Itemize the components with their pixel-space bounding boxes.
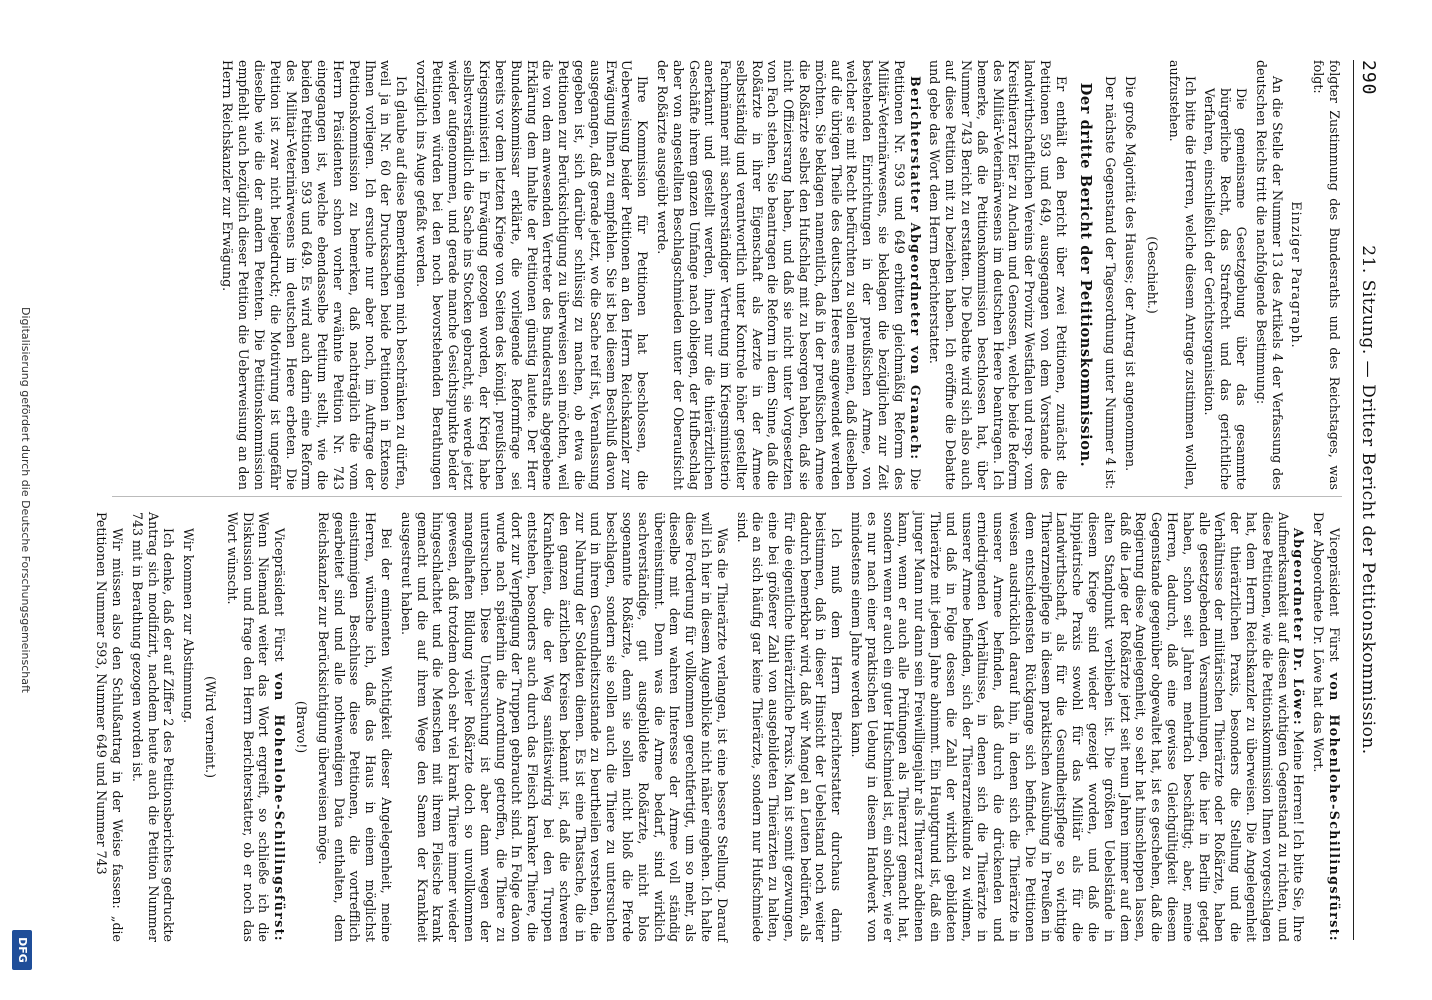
speaker-name: von Hohenlohe-Schillingsfürst: — [1327, 672, 1342, 942]
paragraph: Der nächste Gegenstand der Tagesordnung unter Nummer 4 ist: — [1103, 76, 1119, 490]
speaker-name: Berichterstatter Abgeordneter von Granach: — [907, 76, 923, 461]
section-heading: Der dritte Bericht der Petitionskommission. — [1076, 82, 1094, 468]
stage-direction: (Geschieht.) — [1145, 236, 1161, 314]
dfg-logo: DFG — [12, 930, 32, 970]
paragraph: Ich glaube auf diese Bemerkungen mich beschränken zu dürfen, weil ja in Nr. 60 der Drucksachen beide Petitionen in Extenso Ihnen vorliegen. Ich ersuche nur aber noch, im Auftrage der Petitionskommission zu bemerken, daß nachträglich die vom Herrn Präsidenten schon vorher erwähnte Petition Nr. 743 eingegangen ist, welche ebendasselbe Petitum stellt, wie die beiden Petitionen 593 und 649. Es wird auch darin eine Reform des Militair-Veterinärwesens im deutschen Heere erbeten. Die Petition ist zwar nicht beigedruckt; die Motivirung ist ungefähr dieselbe wie die der andern Petenten. Die Petitionskommission empfiehlt auch bezüglich dieser Petition die Ueberweisung an den Herrn Reichskanzler zur Erwägung. — [220, 60, 410, 490]
speech-text: Wenn Niemand weiter das Wort ergreift, so schließe ich die Diskussion und frage den Herrn Berichterstatter, ob er noch das Wort wünscht. — [224, 512, 272, 942]
paragraph: Ich muß dem Herrn Berichterstatter durchaus darin beistimmen, daß in dieser Hinsicht der Uebelstand noch weiter dadurch bemerkbar wird, daß wir Mangel an Leuten bedürfen, als für die eigentliche thierärztliche Praxis. Man ist somit gezwungen, eine bei größerer Zahl von ausgebildeten Thierärzten zu halten, die an sich häufig gar keine Thierärzte, sondern nur Hufschmiede sind. — [734, 512, 845, 942]
paragraph: Wir müssen also den Schlußantrag in der Weise fassen: „die Petitionen Nummer 593, Nummer 649 und Nummer 743 — [94, 512, 126, 942]
digitization-credit: Digitalisierung gefördert durch die Deutsche Forschungsgemeinschaft — [19, 307, 32, 693]
speech-text: Der Abgeordnete Dr. Löwe hat das Wort. — [1311, 512, 1327, 773]
paragraph: Was die Thierärzte verlangen, ist eine bessere Stellung. Darauf will ich hier in diesem Augenblicke nicht näher eingehen. Ich halte diese Forderung für vollkommen gerechtfertigt, um so mehr, als dieselbe mit dem wahren Interesse der Armee voll ständig übereinstimmt. Denn was die Armee bedarf, sind wirklich sachverständige, gut ausgebildete Roßärzte, nicht blos sogenannte Roßärzte, denn sie sollen nicht bloß die Pferde beschlagen, sondern sie sollen auch die Thiere zu untersuchen und in ihrem Gesundheitszustande zu beurtheilen verstehen, die zur Nahrung der Soldaten dienen. Es ist eine Thatsache, die in den ganzen ärztlichen Kreisen bekannt ist, daß die schweren Krankheiten, die der Weg sanitätswidrig bei den Truppen entstehen, besonders auch durch das Fleisch kranker Thiere, die dort zur Verpflegung der Truppen gebraucht sind. In Folge davon wurde nach späterhin die Anordnung getroffen, die Thiere zu untersuchen. Diese Untersuchung ist aber dann wegen der mangelhaften Bildung vieler Roßärzte doch so unvollkommen gewesen, daß trotzdem doch sehr viel krank Thiere immer wieder hingeschlachtet und die Menschen mit ihrem Fleische krank gemacht und die auf ihrem Wege den Samen der Krankheit ausgestreut haben. — [398, 512, 730, 942]
paragraph: Er enthält den Bericht über zwei Petitionen, zunächst die Petitionen 593 und 649, ausgegangen von dem Vorstande des landwirthschaftlichen Vereins der Provinz Westfalen und resp. vom Kreisthierarzt Eier zu Anclam und Genossen, welche beide Reform des Militär-Veterinärwesens im deutschen Heere beantragen. Ich bemerke, daß die Petitionskommission beschlossen hat, über Nummer 743 Bericht zu erstatten. Die Debatte wird sich also auch auf diese Petition mit zu beziehen haben. Ich eröffne die Debatte und gebe das Wort dem Herrn Berichterstatter. — [927, 60, 1069, 490]
paragraph: Ihre Kommission für Petitionen hat beschlossen, die Ueberweisung beider Petitionen an den Herrn Reichskanzler zur Erwägung Ihnen zu empfehlen. Sie ist bei diesem Beschluß davon ausgegangen, daß gerade jetzt, wo die Sache reif ist, Veranlassung gegeben ist, sich darüber schlüssig zu machen, ob etwa die Petitionen zur Berücksichtigung zu überweisen sein möchten, weil die von dem anwesenden Vertreter des Bundesraths abgegebene Erklärung dem Inhalte der Petitionen günstig lautete. Der Herr Bundeskommissar erklärte, die vorliegende Reformfrage sei bereits vor dem letzten Kriege von Seiten des königl. preußischen Kriegsministerii in Erwägung gezogen worden, der Krieg habe selbstverständlich die Sache ins Stocken gebracht, sie werde jetzt wieder aufgenommen, und gerade manche Gesichtspunkte beider Petitionen würden bei den noch bevorstehenden Berathungen vorzüglich ins Auge gefaßt werden. — [413, 60, 651, 490]
right-column — [94, 512, 1342, 942]
paragraph: Die große Majorität des Hauses; der Antrag ist angenommen. — [1123, 76, 1139, 472]
paragraph: Wir kommen zur Abstimmung. — [181, 528, 197, 724]
paragraph: An die Stelle der Nummer 13 des Artikels 4 der Verfassung des deutschen Reichs tritt die nachfolgende Bestimmung: — [1253, 60, 1285, 490]
paragraph: Bei der eminenten Wichtigkeit dieser Angelegenheit, meine Herren, wünsche ich, daß das Haus in einem möglichst einstimmigen Beschlusse diese Petitionen, die vortrefflich gearbeitet sind und alle nothwendigen Data enthalten, dem Reichskanzler zur Berücksichtigung überweisen möge. — [315, 512, 394, 942]
left-column — [112, 60, 1342, 490]
speaker-name: Abgeordneter Dr. Löwe: — [1291, 528, 1307, 727]
running-title: 21. Sitzung. — Dritter Bericht der Petitionskommission. — [1358, 245, 1378, 755]
speaker-title: Vicepräsident Fürst — [272, 528, 288, 662]
stage-direction: (Wird verneint.) — [203, 675, 219, 779]
column-divider — [112, 496, 1342, 497]
page-number: 290 — [1358, 60, 1379, 96]
quoted-provision: Die gemeinsame Gesetzgebung über das gesammte bürgerliche Recht, das Strafrecht und das gerichtliche Verfahren, einschließlich der Gerichtsorganisation. — [1202, 88, 1250, 490]
speech-paragraph — [848, 512, 1306, 942]
speech-paragraph — [654, 60, 923, 490]
paragraph: Ich bitte die Herren, welche diesem Antrage zustimmen wollen, aufzustehen. — [1166, 60, 1198, 490]
speech-text: Die Petitionen Nr. 593 und 649 erbitten gleichmäßig Reform des Militär-Veterinärwesens, sie beklagen die bezüglichen zur Zeit bestehenden Einrichtungen in der preußischen Armee, von welcher sie mit Recht befürchten zu sollen meinen, daß dieselben auf die übrigen Theile des deutschen Heeres angewendet werden möchten. Sie beklagen namentlich, daß in der preußischen Armee die Roßärzte selbst den Hufschlag mit zu besorgen haben, daß sie nicht Offiziersrang haben, und daß sie nicht unter Vorgesetzten von Fach stehen. Sie beantragen die Reform in dem Sinne, daß die Roßärzte in ihrer Eigenschaft als Aerzte in der Armee selbstständig und verantwortlich unter Kontrole höher gestellter Fachmänner mit sachverständiger Vertretung im Kriegsministerio anerkannt und gestellt werden, ihnen nur die thierärztlichen Geschäfte ihrem ganzen Umfange nach obliegen, der Hufbeschlag aber von angestellten Beschlagschmieden unter der Oberaufsicht der Roßärzte ausgeübt werde. — [654, 60, 923, 490]
paragraph: folgter Zustimmung des Bundesraths und des Reichstages, was folgt: — [1311, 60, 1342, 490]
speech-text: Meine Herren! Ich bitte Sie, Ihre Aufmerksamkeit auf diesen wichtigen Gegenstand zu richten, und diese Petitionen, wie die Petitionskommission Ihnen vorgeschlagen hat, dem Herrn Reichskanzler zu überweisen. Die Angelegenheit der thierärztlichen Praxis, besonders die Stellung und die Verhältnisse der militärischen Thierärzte oder Roßärzte, haben alle gesetzgebenden Versammlungen, die hier in Berlin getagt haben, schon seit Jahren mehrfach beschäftigt; aber, meine Herren, dadurch, daß eine gewisse Gleichgültigkeit diesem Gegenstande gegenüber obgewaltet hat, ist es geschehen, daß die Regierung diese Angelegenheit, so sehr hat hinschleppen lassen, daß die Lage der Roßärzte jetzt seit neun Jahren immer auf dem alten Standpunkt verblieben ist. Die größten Uebelstände in diesem Kriege sind wieder gezeigt worden, und daß die hippiatrische Praxis sowohl für das Militär als für die Landwirthschaft, als für die Gesundheitspflege so wichtige Thierarzneipflege in diesem praktischen Ausübung in Preußen in dem entschiedensten Rückgange sich befindet. Die Petitionen weisen ausdrücklich darauf hin, in denen sich die Thierärzte in unserer Armee befinden, daß durch die drückenden und erniedrigenden Verhältnisse, in denen sich die Thierärzte in unserer Armee befinden, sich der Thierarzneikunde zu widmen, und daß in Folge dessen die Zahl der wirklich gebildeten Thierärzte mit jedem Jahre abnimmt. Ein Hauptgrund ist, daß ein junger Mann nur dann sein Freiwilligenjahr als Thierarzt abdienen kann, wenn er auch alle Prüfungen als Thierarzt gemacht hat, sondern wenn er auch ein guter Hufschmied ist, ein solcher, wie er es nur nach einer praktischen Uebung in diesem Handwerk von mindestens einem Jahre werden kann. — [849, 512, 1307, 942]
speech-paragraph — [1310, 512, 1342, 942]
speaker-title: Vicepräsident Fürst — [1327, 528, 1342, 662]
speech-paragraph — [224, 512, 287, 942]
page-header — [1353, 60, 1384, 940]
speaker-name: von Hohenlohe-Schillingsfürst: — [272, 672, 288, 942]
paragraph: Ich denke, daß der auf Ziffer 2 des Petitionsberichtes gedruckte Antrag sich modifizirt, nachdem heute auch die Petition Nummer 743 mit in Berathung gezogen worden ist. — [129, 512, 177, 942]
paragraph-heading: Einziger Paragraph. — [1289, 201, 1305, 349]
stage-direction: (Bravo!) — [294, 700, 309, 754]
